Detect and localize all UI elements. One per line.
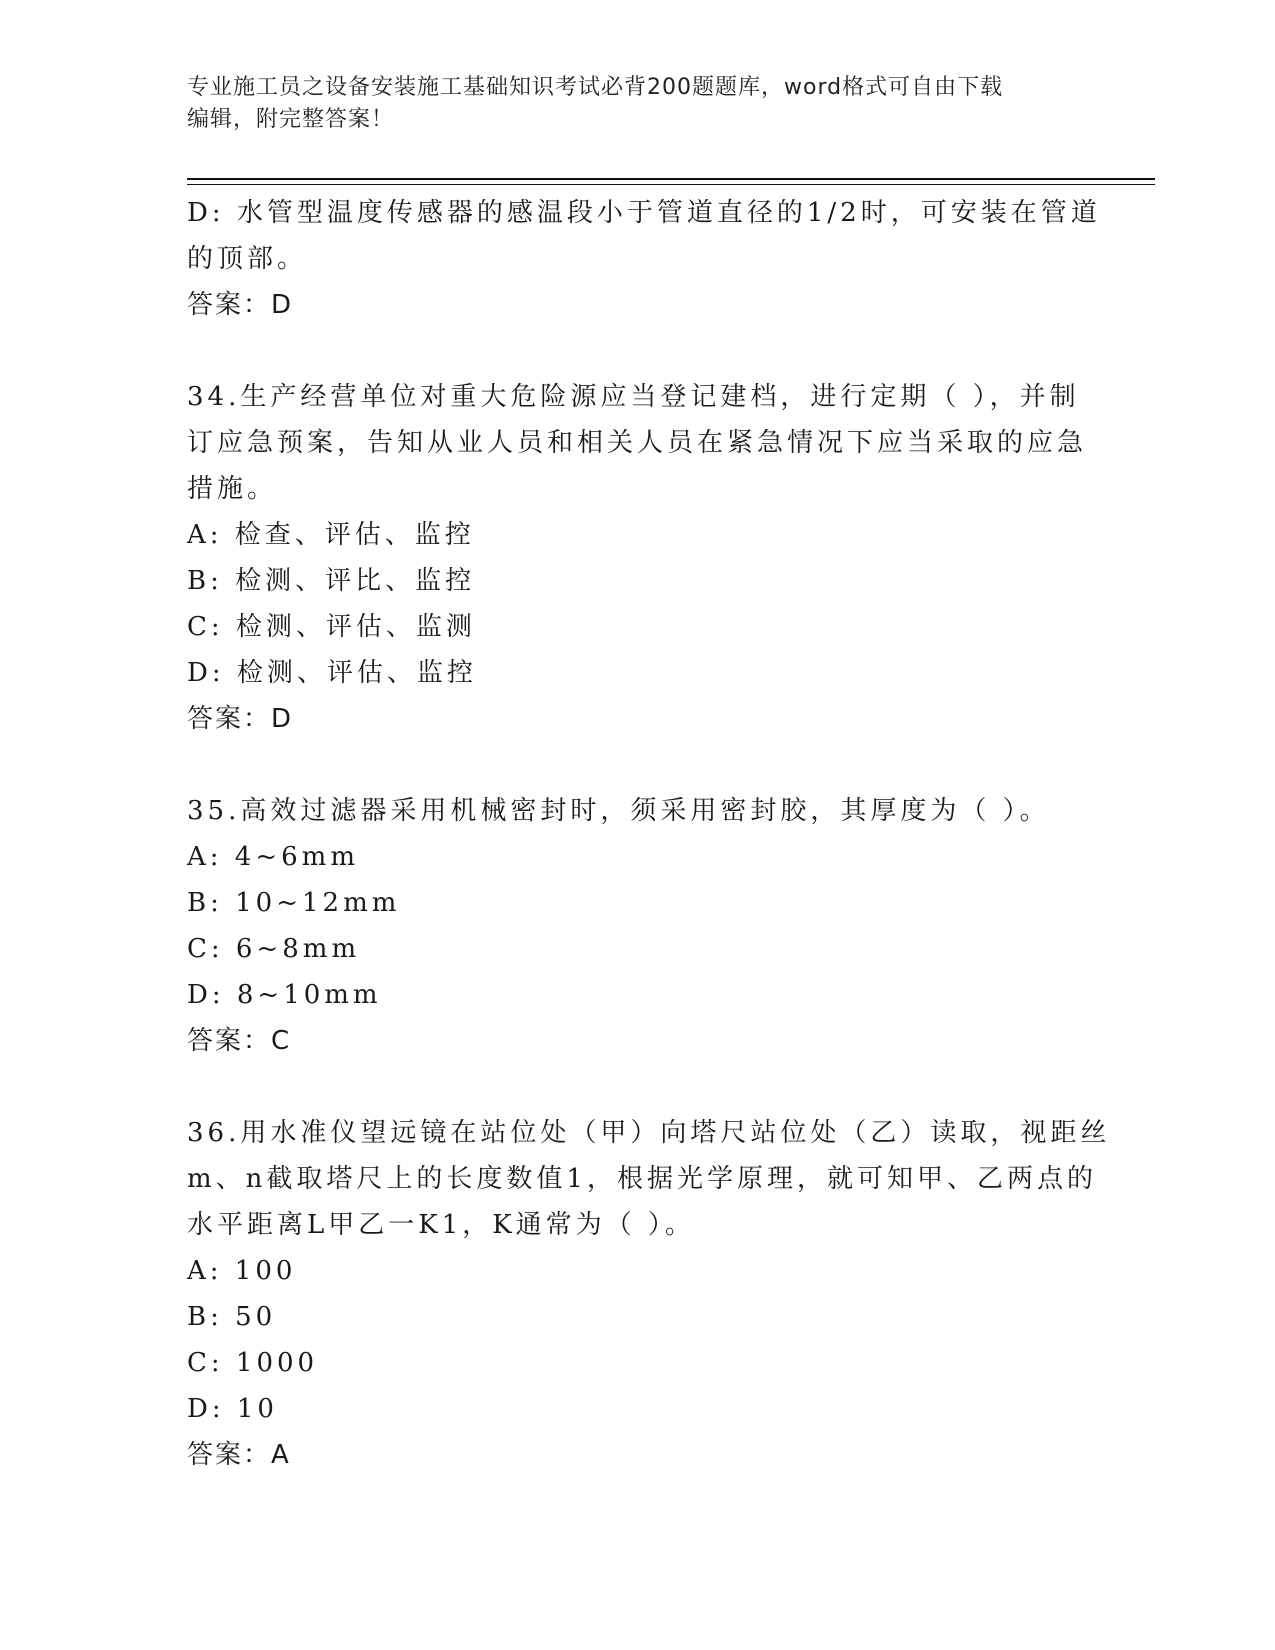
option-d: D: 10 [187,1394,278,1424]
header-divider-thick [187,178,1155,180]
question-stem-line-3: 水平距离L甲乙一K1，K通常为（ ）。 [187,1210,695,1240]
document-header [187,72,1087,136]
answer: 答案：C [187,1026,292,1056]
option-b: B: 检测、评比、监控 [187,566,476,596]
question-stem-line-1: 34.生产经营单位对重大危险源应当登记建档，进行定期（ ），并制 [187,382,1080,412]
option-a: A: 检查、评估、监控 [187,520,475,550]
option-d-line-1: D: 水管型温度传感器的感温段小于管道直径的1/2时，可安装在管道 [187,198,1101,228]
option-a: A: 4~6mm [187,842,359,872]
question-stem-line-2: 订应急预案，告知从业人员和相关人员在紧急情况下应当采取的应急 [187,428,1088,458]
header-divider-thin [187,184,1155,185]
option-d-line-2: 的顶部。 [187,244,308,274]
option-d: D: 8~10mm [187,980,382,1010]
option-d: D: 检测、评估、监控 [187,658,477,688]
spacer [187,742,1087,788]
question-stem-line-2: m、n截取塔尺上的长度数值1，根据光学原理，就可知甲、乙两点的 [187,1164,1097,1194]
question-36 [187,1110,1111,1478]
header-line-2: 编辑，附完整答案！ [187,107,395,132]
question-stem-line-3: 措施。 [187,474,278,504]
question-33-tail [187,190,1101,328]
option-b: B: 10~12mm [187,888,401,918]
spacer [187,1064,1087,1110]
option-b: B: 50 [187,1302,277,1332]
option-c: C: 1000 [187,1348,319,1378]
answer: 答案：D [187,290,294,320]
option-c: C: 6~8mm [187,934,361,964]
answer: 答案：A [187,1440,291,1470]
header-line-1: 专业施工员之设备安装施工基础知识考试必背200题题库，word格式可自由下载 [187,75,1004,100]
option-a: A: 100 [187,1256,297,1286]
answer: 答案：D [187,704,294,734]
document-body [187,190,1111,1478]
question-stem-line-1: 36.用水准仪望远镜在站位处（甲）向塔尺站位处（乙）读取，视距丝 [187,1118,1111,1148]
question-stem-line-1: 35.高效过滤器采用机械密封时，须采用密封胶，其厚度为（ ）。 [187,796,1050,826]
spacer [187,328,1087,374]
question-35 [187,788,1087,1064]
option-c: C: 检测、评估、监测 [187,612,476,642]
question-34 [187,374,1087,742]
